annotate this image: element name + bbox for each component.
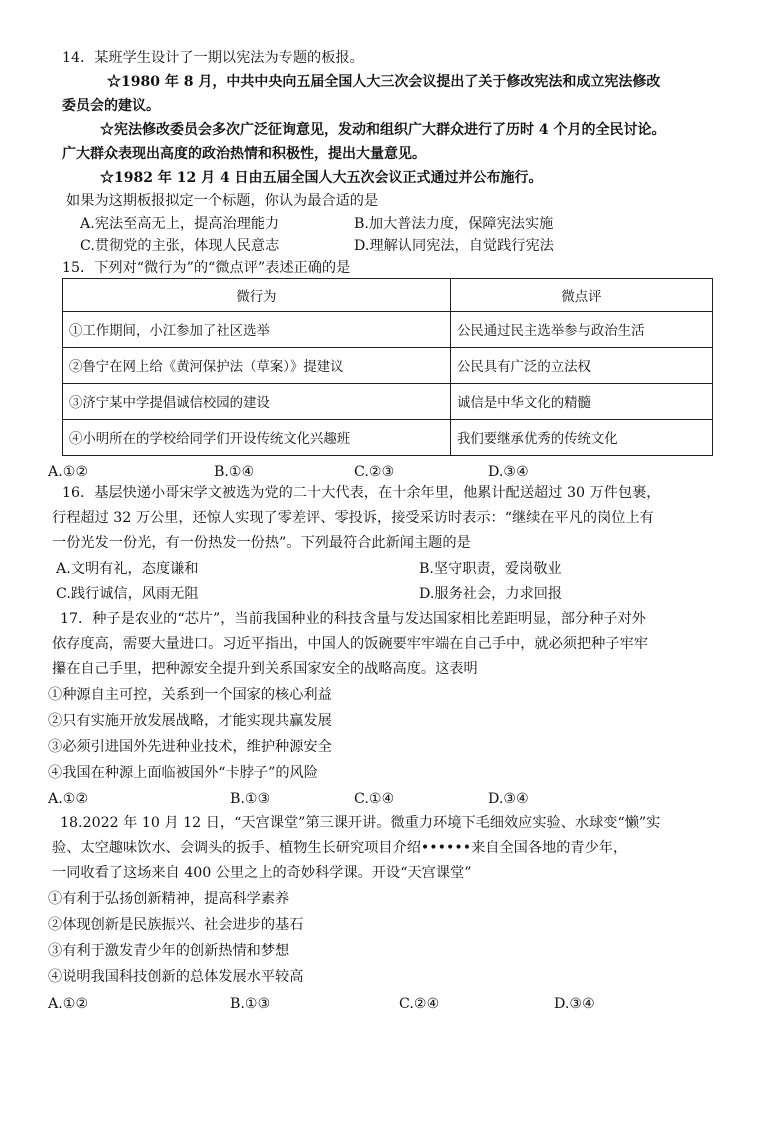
q16-option-c[interactable]: C.践行诚信，风雨无阻 xyxy=(56,586,199,602)
table-header-row xyxy=(63,279,713,312)
table-row xyxy=(63,420,713,456)
q18-statement-1: ①有利于弘扬创新精神，提高科学素养 xyxy=(48,891,290,907)
table-cell-comment: 我们要继承优秀的传统文化 xyxy=(451,420,713,456)
q17-line-1: 17．种子是农业的“芯片”，当前我国种业的科技含量与发达国家相比差距明显，部分种子对外 xyxy=(60,611,646,627)
table-cell-behavior: ①工作期间，小江参加了社区选举 xyxy=(63,312,451,348)
q15-option-a[interactable]: A.①② xyxy=(48,464,89,480)
q14-option-d[interactable]: D.理解认同宪法，自觉践行宪法 xyxy=(354,238,554,254)
q18-line-1: 18.2022 年 10 月 12 日，“天宫课堂”第三课开讲。微重力环境下毛细效应实验、水球变“懒”实 xyxy=(60,815,661,831)
q14-ask: 如果为这期板报拟定一个标题，你认为最合适的是 xyxy=(66,193,379,209)
q18-option-a[interactable]: A.①② xyxy=(48,996,89,1012)
q17-line-3: 攥在自己手里，把种源安全提升到关系国家安全的战略高度。这表明 xyxy=(52,661,478,677)
q18-option-c[interactable]: C.②④ xyxy=(399,996,440,1012)
q17-line-2: 依存度高，需要大量进口。习近平指出，中国人的饭碗要牢牢端在自己手中，就必须把种子牢牢 xyxy=(52,636,648,652)
q15-option-b[interactable]: B.①④ xyxy=(214,464,255,480)
q17-statement-1: ①种源自主可控，关系到一个国家的核心利益 xyxy=(48,687,332,703)
q14-bullet-2-line-1: ☆宪法修改委员会多次广泛征询意见，发动和组织广大群众进行了历时 4 个月的全民讨论。 xyxy=(100,122,666,138)
q16-line-2: 行程超过 32 万公里，还惊人实现了零差评、零投诉，接受采访时表示：“继续在平凡的岗位上有 xyxy=(52,510,654,526)
table-row xyxy=(63,384,713,420)
q17-statement-3: ③必须引进国外先进种业技术，维护种源安全 xyxy=(48,739,332,755)
table-cell-behavior: ④小明所在的学校给同学们开设传统文化兴趣班 xyxy=(63,420,451,456)
q16-option-a[interactable]: A.文明有礼，态度谦和 xyxy=(56,561,199,577)
table-header-comment: 微点评 xyxy=(451,279,713,312)
table-cell-comment: 公民具有广泛的立法权 xyxy=(451,348,713,384)
q14-bullet-2-line-2: 广大群众表现出高度的政治热情和积极性，提出大量意见。 xyxy=(62,146,426,162)
table-cell-behavior: ②鲁宁在网上给《黄河保护法（草案）》提建议 xyxy=(63,348,451,384)
q16-option-d[interactable]: D.服务社会，力求回报 xyxy=(419,586,563,602)
q17-statement-4: ④我国在种源上面临被国外“卡脖子”的风险 xyxy=(48,765,318,781)
q15-stem: 15．下列对“微行为”的“微点评”表述正确的是 xyxy=(62,260,351,276)
q14-bullet-1-line-2: 委员会的建议。 xyxy=(62,98,160,114)
q14-option-c[interactable]: C.贯彻党的主张，体现人民意志 xyxy=(80,238,280,254)
q14-option-a[interactable]: A.宪法至高无上，提高治理能力 xyxy=(80,216,280,232)
q18-statement-2: ②体现创新是民族振兴、社会进步的基石 xyxy=(48,917,304,933)
q17-statement-2: ②只有实施开放发展战略，才能实现共赢发展 xyxy=(48,713,332,729)
q16-option-b[interactable]: B.坚守职责，爱岗敬业 xyxy=(419,561,562,577)
q14-option-b[interactable]: B.加大普法力度，保障宪法实施 xyxy=(354,216,554,232)
q14-stem: 14．某班学生设计了一期以宪法为专题的板报。 xyxy=(62,50,364,66)
q17-option-a[interactable]: A.①② xyxy=(48,791,89,807)
q14-bullet-1-line-1: ☆1980 年 8 月，中共中央向五届全国人大三次会议提出了关于修改宪法和成立宪法修改 xyxy=(107,74,661,90)
table-cell-comment: 诚信是中华文化的精髓 xyxy=(451,384,713,420)
q15-option-d[interactable]: D.③④ xyxy=(488,464,529,480)
q18-option-b[interactable]: B.①③ xyxy=(230,996,271,1012)
q18-line-3: 一同收看了这场来自 400 公里之上的奇妙科学课。开设“天宫课堂” xyxy=(52,865,472,881)
q16-line-1: 16．基层快递小哥宋学文被选为党的二十大代表，在十余年里，他累计配送超过 30 万件包裹， xyxy=(62,485,661,501)
table-cell-comment: 公民通过民主选举参与政治生活 xyxy=(451,312,713,348)
q15-behavior-table xyxy=(62,278,713,456)
q14-bullet-3: ☆1982 年 12 月 4 日由五届全国人大五次会议正式通过并公布施行。 xyxy=(100,170,543,186)
q17-option-b[interactable]: B.①③ xyxy=(230,791,271,807)
q18-statement-3: ③有利于激发青少年的创新热情和梦想 xyxy=(48,943,290,959)
q18-option-d[interactable]: D.③④ xyxy=(554,996,595,1012)
q17-option-d[interactable]: D.③④ xyxy=(488,791,529,807)
q18-line-2: 验、太空趣味饮水、会调头的扳手、植物生长研究项目介绍••••••来自全国各地的青少年， xyxy=(52,840,628,856)
table-cell-behavior: ③济宁某中学提倡诚信校园的建设 xyxy=(63,384,451,420)
q16-line-3: 一份光发一份光，有一份热发一份热”。下列最符合此新闻主题的是 xyxy=(52,535,471,551)
table-row xyxy=(63,312,713,348)
table-header-behavior: 微行为 xyxy=(63,279,451,312)
table-row xyxy=(63,348,713,384)
q15-option-c[interactable]: C.②③ xyxy=(354,464,395,480)
q18-statement-4: ④说明我国科技创新的总体发展水平较高 xyxy=(48,969,304,985)
q17-option-c[interactable]: C.①④ xyxy=(354,791,395,807)
